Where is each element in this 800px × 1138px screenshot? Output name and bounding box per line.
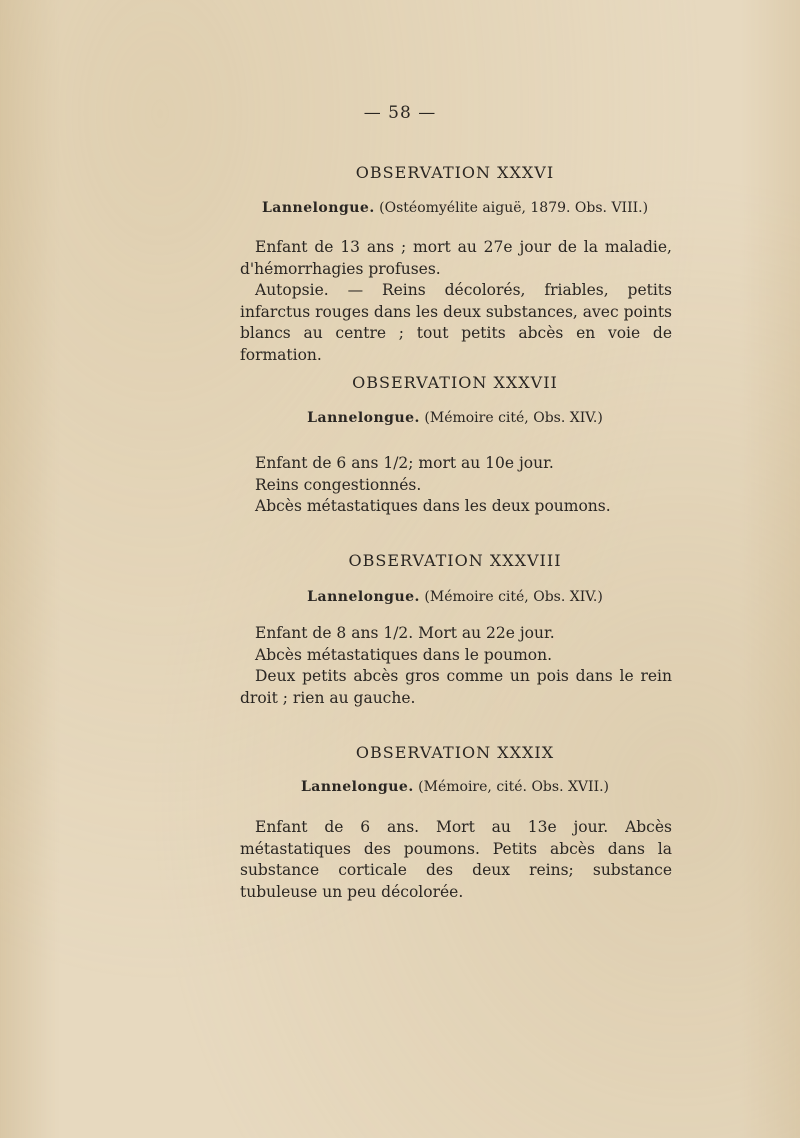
reference-author: Lannelongue. — [261, 200, 375, 216]
reference-detail: (Mémoire cité, Obs. XIV.) — [424, 410, 603, 426]
observation-body — [240, 817, 672, 903]
observation-reference — [0, 779, 800, 795]
observation-paragraph: Abcès métastatiques dans les deux poumons. — [255, 497, 611, 515]
observation-paragraph: Enfant de 6 ans. Mort au 13e jour. Abcès métastatiques des poumons. Petits abcès dans la substance corticale des deux reins; substance tubuleuse un peu décolorée. — [240, 818, 672, 901]
observation-title: OBSERVATION XXXVI — [355, 163, 555, 182]
reference-author: Lannelongue. — [300, 779, 414, 795]
observation-paragraph: Autopsie. — Reins décolorés, friables, petits infarctus rouges dans les deux substances, avec points blancs au centre ; tout petits abcès en voie de formation. — [240, 281, 672, 364]
reference-detail: (Ostéomyélite aiguë, 1879. Obs. VIII.) — [379, 200, 649, 216]
observation-title: OBSERVATION XXXVIII — [348, 551, 562, 570]
observation-body — [240, 623, 672, 709]
observation-paragraph: Deux petits abcès gros comme un pois dans le rein droit ; rien au gauche. — [240, 667, 672, 707]
observation-paragraph: Enfant de 8 ans 1/2. Mort au 22e jour. — [255, 624, 555, 642]
observation-reference — [0, 200, 800, 216]
observation-title: OBSERVATION XXXVII — [352, 373, 558, 392]
page-number: — 58 — — [363, 103, 437, 123]
reference-author: Lannelongue. — [307, 410, 420, 426]
observation-body — [240, 237, 672, 366]
observation-title: OBSERVATION XXXIX — [355, 743, 555, 762]
reference-author: Lannelongue. — [307, 589, 420, 605]
observation-paragraph: Reins congestionnés. — [255, 475, 422, 494]
reference-detail: (Mémoire, cité. Obs. XVII.) — [418, 779, 610, 795]
observation-paragraph: Abcès métastatiques dans le poumon. — [255, 645, 553, 664]
reference-detail: (Mémoire cité, Obs. XIV.) — [424, 589, 603, 605]
observation-reference — [0, 410, 800, 426]
observation-reference — [0, 589, 800, 605]
observation-paragraph: Enfant de 6 ans 1/2; mort au 10e jour. — [255, 454, 554, 472]
observation-paragraph: Enfant de 13 ans ; mort au 27e jour de la maladie, d'hémorrhagies profuses. — [240, 238, 672, 278]
observation-body — [240, 453, 672, 518]
